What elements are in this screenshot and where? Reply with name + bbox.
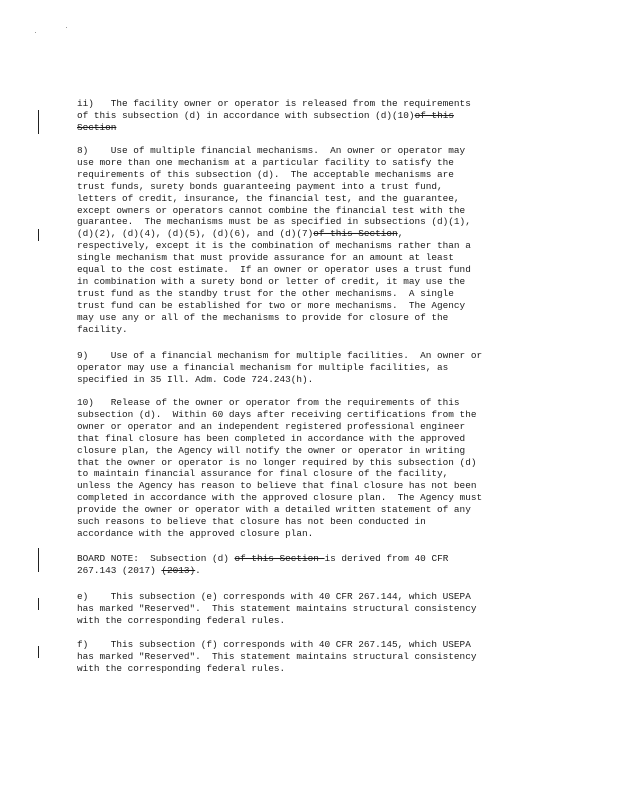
- revision-change-bar: [38, 229, 39, 241]
- paragraph-9-multiple-facilities: 9) Use of a financial mechanism for multiple facilities. An owner or operator may use a financial mechanism for multiple facilities, as specified in 35 Ill. Adm. Code 724.243(h).: [77, 350, 483, 385]
- paragraph-ii: ii) The facility owner or operator is released from the requirements of this subsection (d) in accordance with subsection (d)(10)of this Section: [77, 98, 471, 133]
- paragraph-10-release: 10) Release of the owner or operator from the requirements of this subsection (d). Within 60 days after receiving certifications from the owner or operator and an independent registered professional engineer that final closure has been completed in accordance with the approved closure plan, the Agency will notify the owner or operator in writing that the owner or operator is no longer required by this subsection (d) to maintain financial assurance for final closure of the facility, unless the Agency has reason to believe that final closure has not been completed in accordance with the approved closure plan. The Agency must provide the owner or operator with a detailed written statement of any such reasons to believe that closure has not been conducted in accordance with the approved closure plan.: [77, 397, 483, 539]
- board-note: BOARD NOTE: Subsection (d) of this Section is derived from 40 CFR 267.143 (2017) (2013).: [77, 553, 449, 576]
- revision-change-bar: [38, 110, 39, 134]
- struck-text: of this Section: [234, 553, 325, 564]
- revision-change-bar: [38, 598, 39, 610]
- paragraph-f: f) This subsection (f) corresponds with 40 CFR 267.145, which USEPA has marked "Reserved". This statement maintains structural consistency with the corresponding federal rules.: [77, 639, 477, 674]
- struck-text: of this: [414, 109, 454, 121]
- struck-text: (2013): [161, 564, 196, 576]
- revision-change-bar: [38, 646, 39, 658]
- struck-text: Section: [77, 121, 117, 133]
- scan-speck: [35, 32, 36, 33]
- paragraph-e: e) This subsection (e) corresponds with 40 CFR 267.144, which USEPA has marked "Reserved". This statement maintains structural consistency with the corresponding federal rules.: [77, 591, 477, 626]
- paragraph-8-multiple-mechanisms: 8) Use of multiple financial mechanisms. An owner or operator may use more than one mechanism at a particular facility to satisfy the requirements of this subsection (d). The acceptable mechanisms are trust funds, surety bonds guaranteeing payment into a trust fund, letters of credit, insurance, the financial test, and the guarantee, except owners or operators cannot combine the financial test with the guarantee. The mechanisms must be as specified in subsections (d)(1), (d)(2), (d)(4), (d)(5), (d)(6), and (d)(7)of this Section, respectively, except it is the combination of mechanisms rather than a single mechanism that must provide assurance for an amount at least equal to the cost estimate. If an owner or operator uses a trust fund in combination with a surety bond or letter of credit, it may use the trust fund as the standby trust for the other mechanisms. A single trust fund can be established for two or more mechanisms. The Agency may use any or all of the mechanisms to provide for closure of the facility.: [77, 145, 471, 335]
- struck-text: of this Section: [313, 228, 398, 240]
- revision-change-bar: [38, 548, 39, 572]
- scan-speck: [66, 27, 67, 28]
